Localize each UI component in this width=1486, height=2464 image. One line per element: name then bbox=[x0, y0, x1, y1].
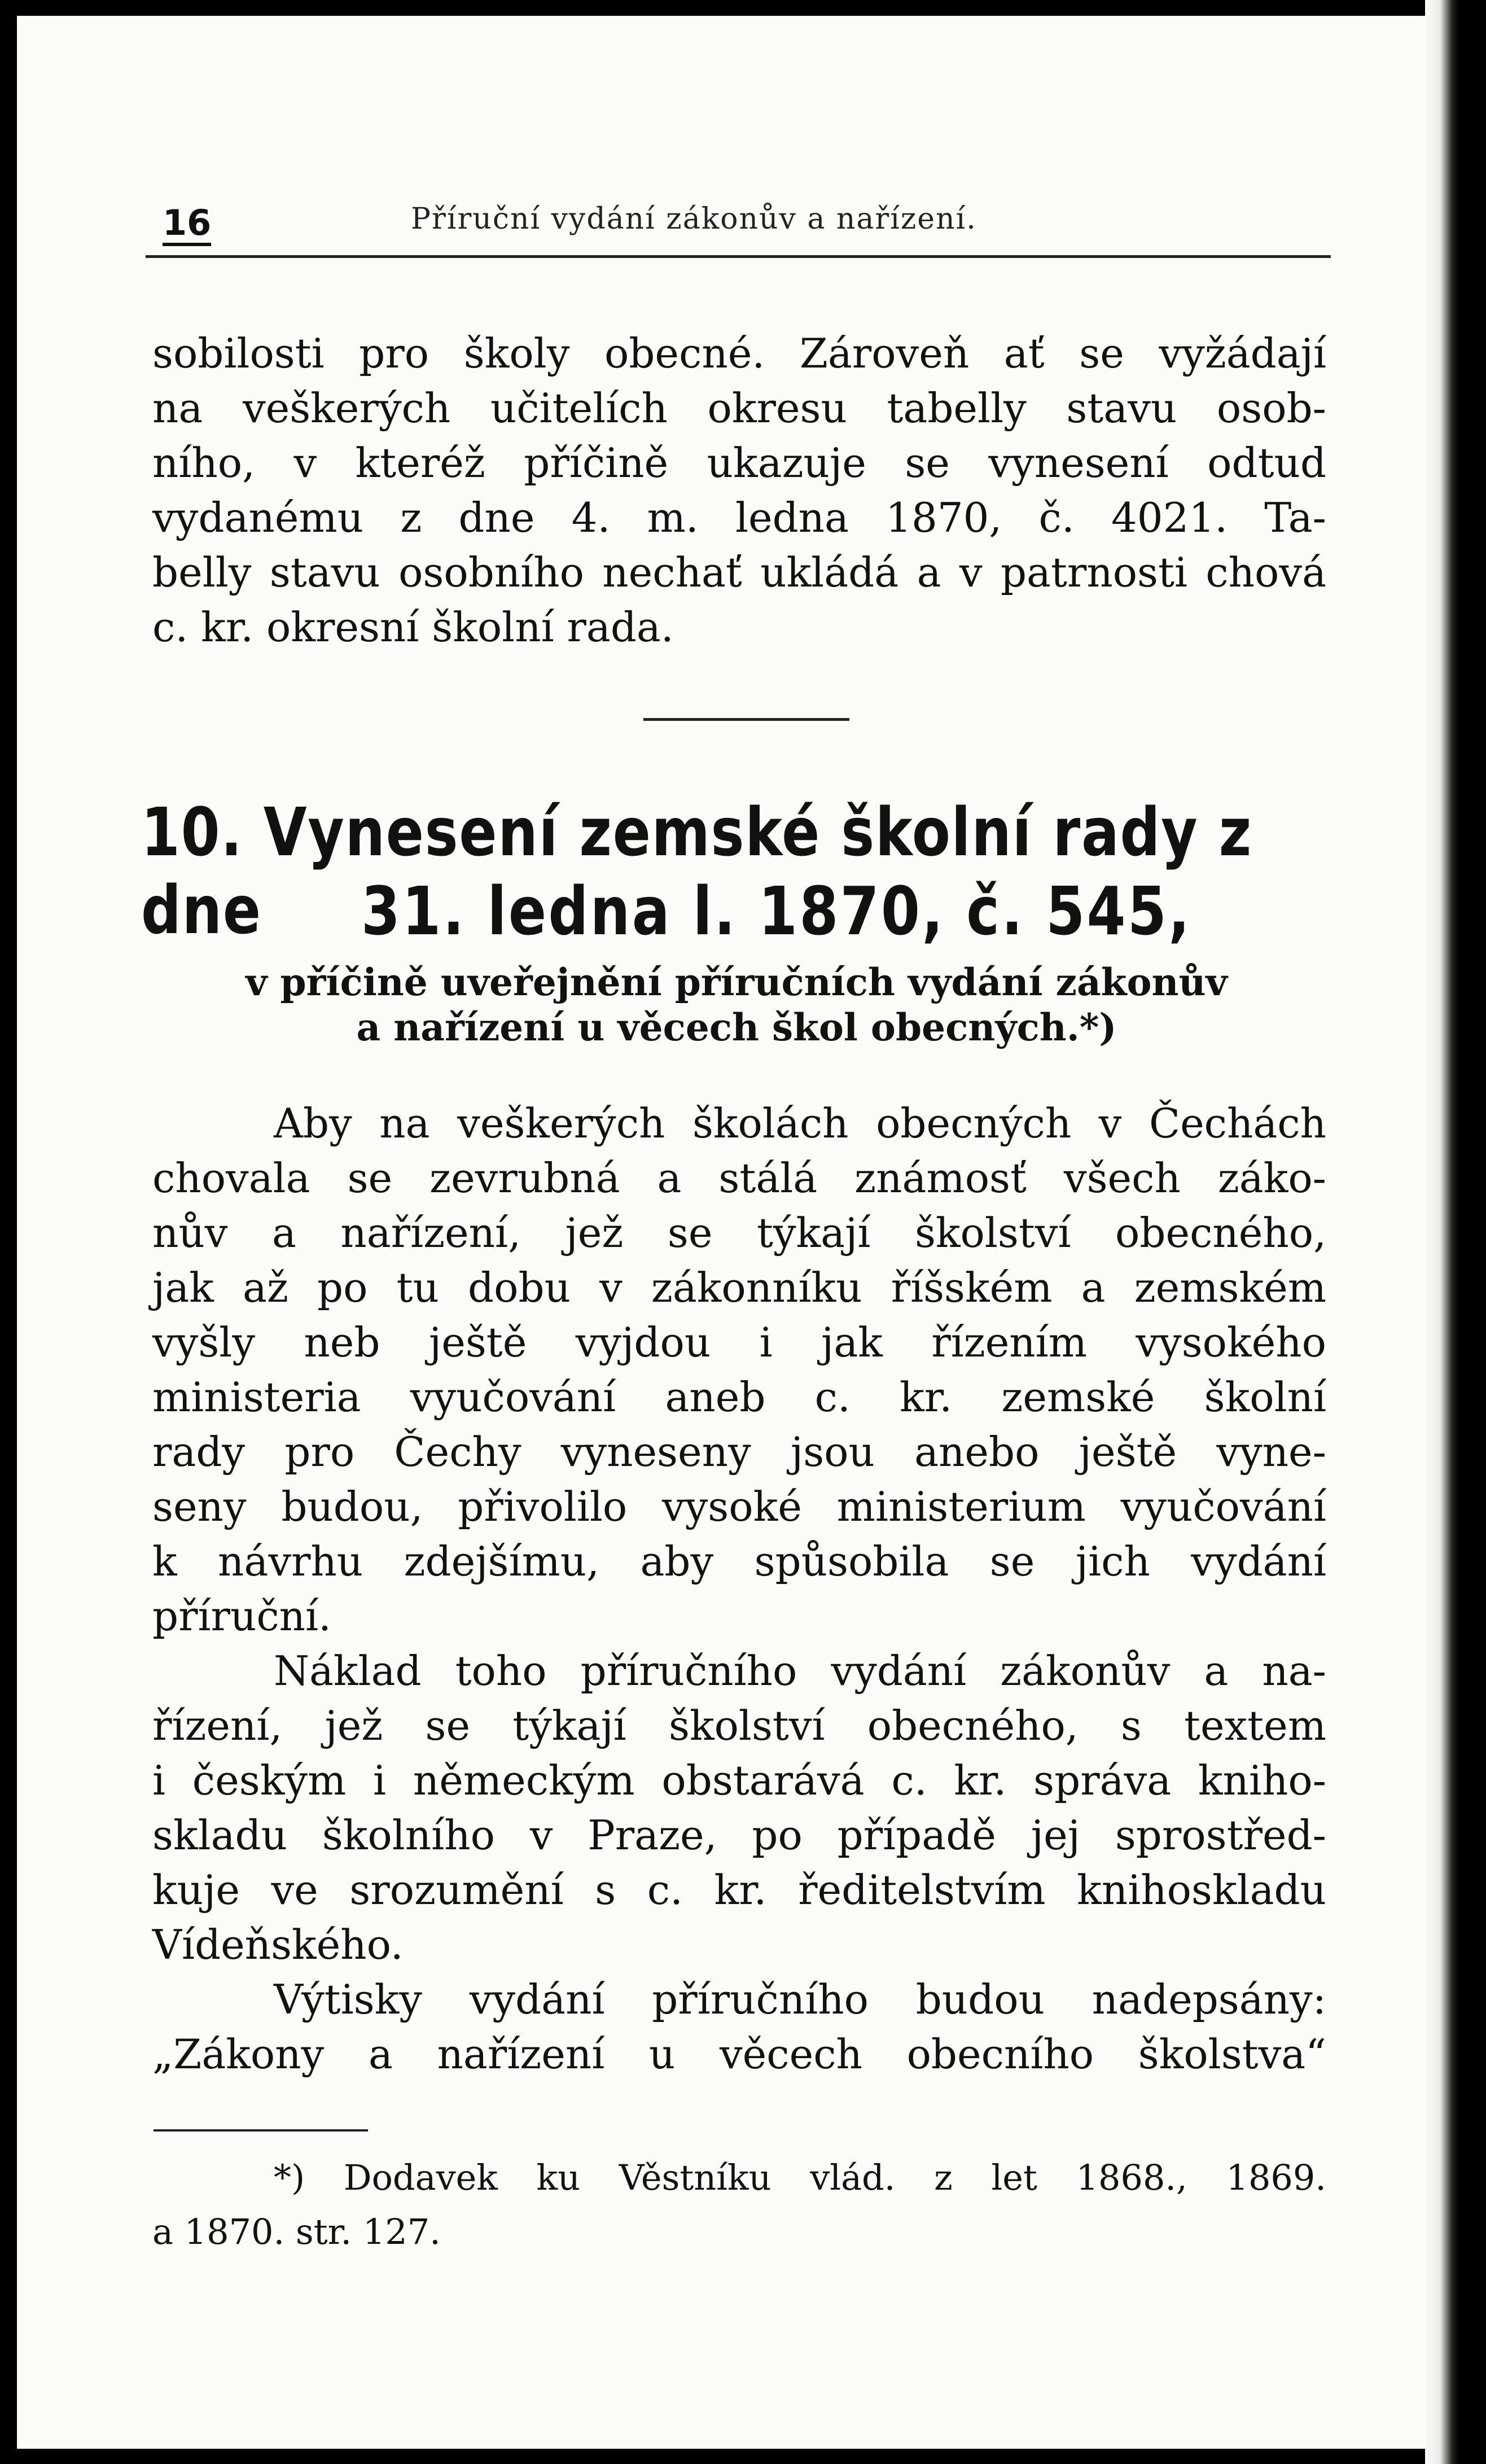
footnote bbox=[152, 2151, 1326, 2259]
text-line: kuje ve srozumění s c. kr. ředitelstvím knihoskladu bbox=[152, 1866, 1326, 1914]
text-line: na veškerých učitelích okresu tabelly stavu osob- bbox=[152, 384, 1326, 432]
text-line: rady pro Čechy vyneseny jsou anebo ještě vyne- bbox=[152, 1428, 1326, 1476]
text-line: chovala se zevrubná a stálá známosť všech záko- bbox=[152, 1154, 1326, 1202]
body-text bbox=[152, 1096, 1326, 2082]
section-subtitle-line-2: a nařízení u věcech škol obecných.*) bbox=[356, 1005, 1117, 1049]
text-line: c. kr. okresní školní rada. bbox=[152, 603, 674, 651]
text-line: Vídeňského. bbox=[152, 1921, 404, 1968]
section-title-line-1: 10. Vynesení zemské školní rady z dne bbox=[141, 793, 1253, 949]
text-line: seny budou, přivolilo vysoké ministerium vyučování bbox=[152, 1483, 1326, 1530]
intro-paragraph bbox=[152, 326, 1326, 655]
text-line: ministeria vyučování aneb c. kr. zemské školní bbox=[152, 1373, 1326, 1421]
text-line: i českým i německým obstarává c. kr. správa kniho- bbox=[152, 1757, 1326, 1804]
section-title-line-2: 31. ledna l. 1870, č. 545, bbox=[361, 872, 1192, 950]
text-line: „Zákony a nařízení u věcech obecního školstva“ bbox=[152, 2030, 1326, 2078]
section-divider bbox=[643, 718, 849, 721]
text-line: vydanému z dne 4. m. ledna 1870, č. 4021. Ta- bbox=[152, 494, 1326, 541]
text-line: ního, v kteréž příčině ukazuje se vynesení odtud bbox=[152, 439, 1326, 487]
text-line: belly stavu osobního nechať ukládá a v patrnosti chová bbox=[152, 549, 1326, 596]
text-line: řízení, jež se týkají školství obecného, s textem bbox=[152, 1702, 1326, 1749]
section-subtitle-line-1: v příčině uveřejnění příručních vydání zákonův bbox=[246, 960, 1228, 1004]
text-line: jak až po tu dobu v zákonníku říšském a zemském bbox=[152, 1264, 1326, 1311]
footnote-line: a 1870. str. 127. bbox=[152, 2211, 441, 2252]
text-line: nův a nařízení, jež se týkají školství obecného, bbox=[152, 1209, 1326, 1257]
footnote-divider bbox=[154, 2129, 368, 2132]
footnote-line: *) Dodavek ku Věstníku vlád. z let 1868., 1869. bbox=[274, 2157, 1326, 2198]
text-line: příruční. bbox=[152, 1592, 331, 1640]
text-line: Aby na veškerých školách obecných v Čechách bbox=[274, 1100, 1326, 1147]
text-line: vyšly neb ještě vyjdou i jak řízením vysokého bbox=[152, 1319, 1326, 1366]
text-line: Náklad toho příručního vydání zákonův a na- bbox=[274, 1647, 1326, 1695]
text-line: sobilosti pro školy obecné. Zároveň ať se vyžádají bbox=[152, 330, 1326, 377]
text-line: Výtisky vydání příručního budou nadepsány: bbox=[274, 1976, 1326, 2023]
page-edge-shadow bbox=[1425, 0, 1459, 2464]
text-line: skladu školního v Praze, po případě jej sprostřed- bbox=[152, 1811, 1326, 1859]
page-header bbox=[146, 193, 1331, 258]
running-head: Příruční vydání zákonův a nařízení. bbox=[411, 202, 977, 236]
page-number: 16 bbox=[163, 203, 211, 246]
text-line: k návrhu zdejšímu, aby spůsobila se jich vydání bbox=[152, 1538, 1326, 1585]
